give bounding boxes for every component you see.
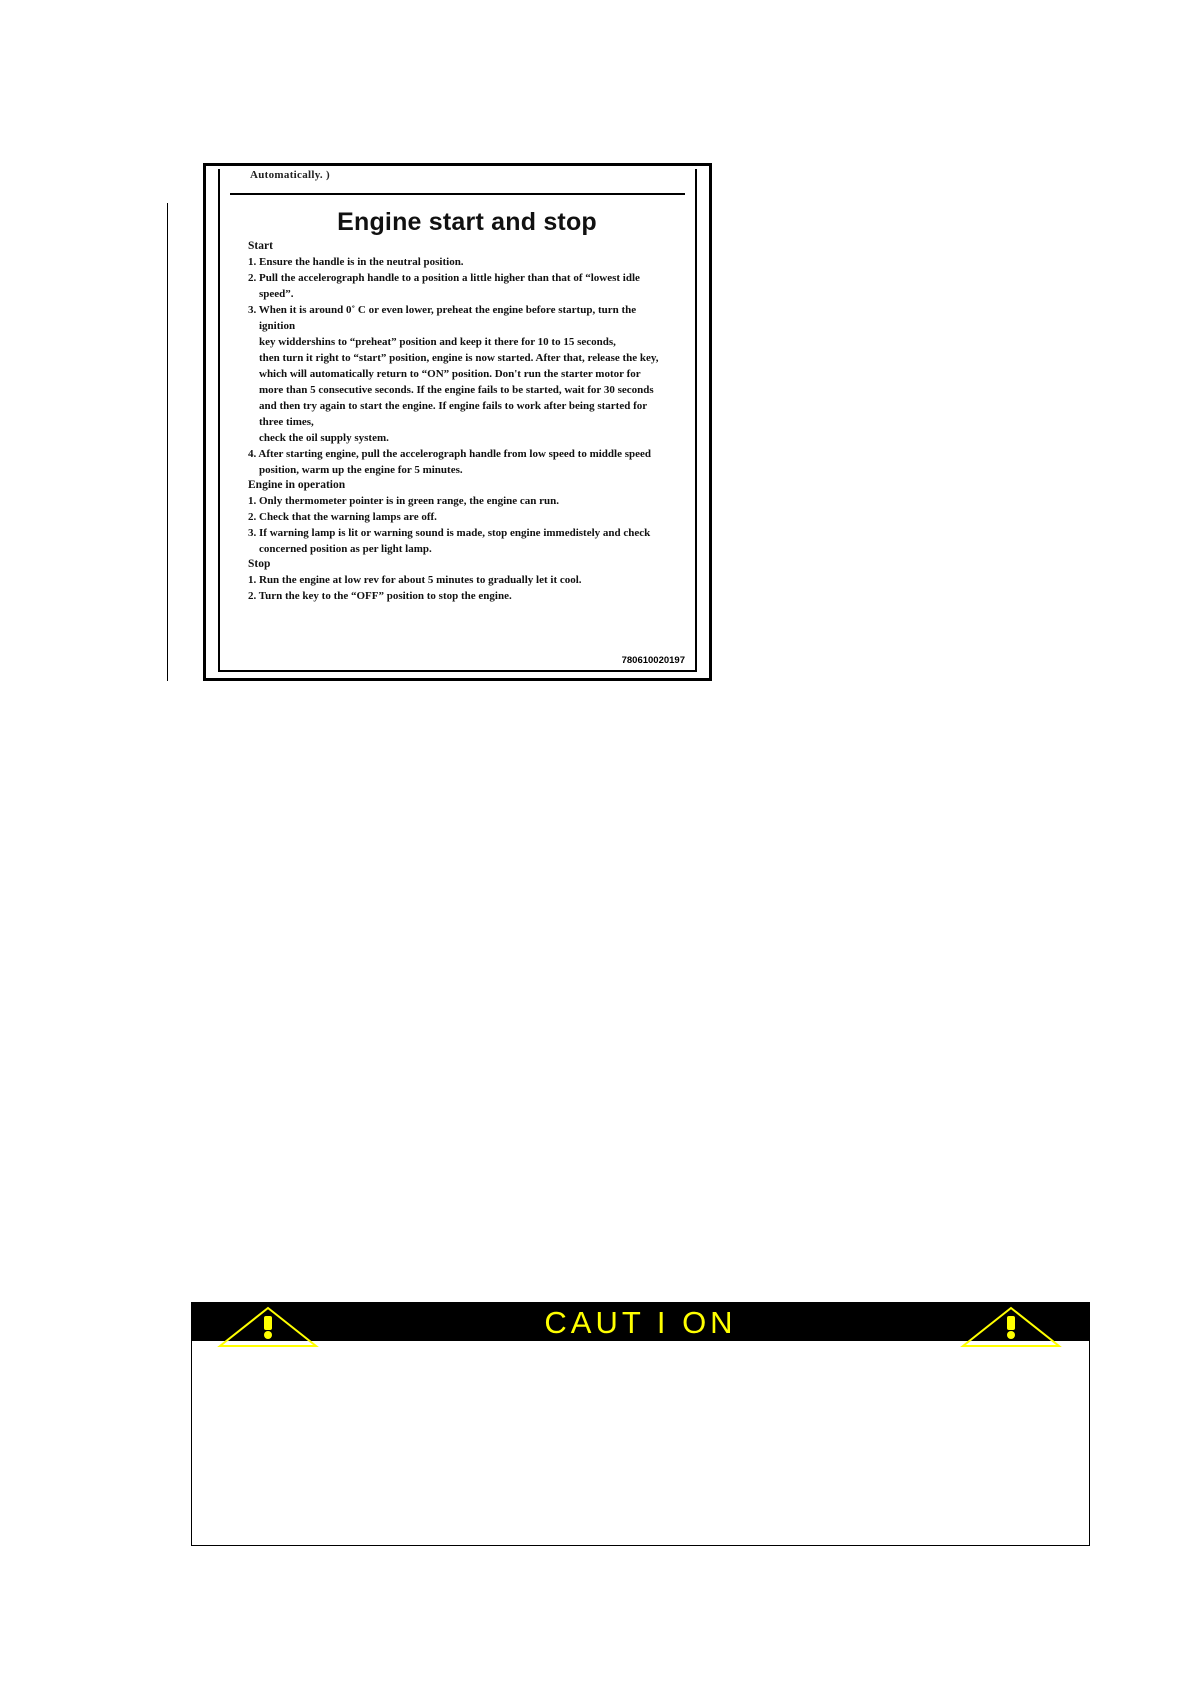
instruction-line: 3. When it is around 0˚ C or even lower, preheat the engine before startup, turn the: [248, 304, 637, 316]
instruction-line: ignition: [259, 320, 296, 332]
label-inner-frame: [218, 169, 697, 672]
instruction-line: concerned position as per light lamp.: [259, 543, 432, 555]
instruction-line: three times,: [259, 416, 314, 428]
instruction-line: key widdershins to “preheat” position and keep it there for 10 to 15 seconds,: [259, 336, 616, 348]
section-divider: [230, 193, 685, 195]
label-content: [248, 207, 686, 604]
instruction-line: 1. Only thermometer pointer is in green range, the engine can run.: [248, 495, 560, 507]
instruction-line: 2. Check that the warning lamps are off.: [248, 511, 437, 523]
caution-title: CAUT I ON: [544, 1305, 737, 1340]
part-number: 780610020197: [621, 655, 685, 666]
section-heading: Engine in operation: [248, 479, 346, 491]
instruction-line: speed”.: [259, 288, 294, 300]
instruction-line: 1. Ensure the handle is in the neutral position.: [248, 256, 464, 268]
section-heading: Start: [248, 240, 273, 252]
previous-section-tail: Automatically. ): [250, 169, 330, 181]
caution-banner: [192, 1303, 1089, 1341]
instruction-line: 1. Run the engine at low rev for about 5 minutes to gradually let it cool.: [248, 574, 582, 586]
label-outer-frame: [203, 163, 712, 681]
instruction-line: then turn it right to “start” position, engine is now started. After that, release the key,: [259, 352, 659, 364]
instruction-line: check the oil supply system.: [259, 432, 389, 444]
instruction-line: 2. Pull the accelerograph handle to a position a little higher than that of “lowest idle: [248, 272, 640, 284]
instruction-line: position, warm up the engine for 5 minutes.: [259, 464, 463, 476]
warning-triangle-icon: [961, 1306, 1061, 1342]
caution-box: [191, 1302, 1090, 1546]
instruction-line: more than 5 consecutive seconds. If the engine fails to be started, wait for 30 seconds: [259, 384, 654, 396]
margin-rule: [167, 203, 168, 681]
instruction-line: and then try again to start the engine. If engine fails to work after being started for: [259, 400, 648, 412]
instruction-line: 2. Turn the key to the “OFF” position to stop the engine.: [248, 590, 512, 602]
instruction-line: 3. If warning lamp is lit or warning sound is made, stop engine immedistely and check: [248, 527, 651, 539]
engine-label-image: [203, 169, 712, 684]
instruction-line: 4. After starting engine, pull the accelerograph handle from low speed to middle speed: [248, 448, 652, 460]
section-heading: Stop: [248, 558, 271, 570]
label-title: Engine start and stop: [337, 208, 597, 236]
label-sections: [248, 239, 686, 604]
instruction-line: which will automatically return to “ON” position. Don't run the starter motor for: [259, 368, 641, 380]
